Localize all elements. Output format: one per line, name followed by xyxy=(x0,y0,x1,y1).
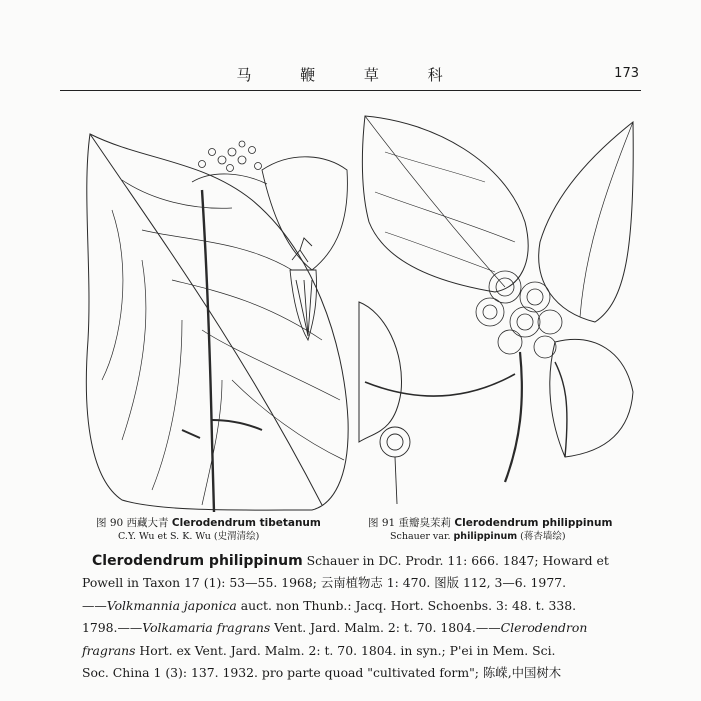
text-line-2: Powell in Taxon 17 (1): 53—55. 1968; 云南植物志 1: 470. 图版 112, 3—6. 1977. xyxy=(82,575,567,591)
text-line-5 xyxy=(82,640,642,662)
synonym-name: Clerodendron xyxy=(500,620,588,636)
stem xyxy=(202,190,214,512)
page-header xyxy=(60,60,641,90)
flower-detail xyxy=(380,427,410,504)
citation-text: Schauer in DC. Prodr. 11: 666. 1847; Howard et xyxy=(302,553,609,568)
synonym-name: fragrans xyxy=(82,642,136,658)
body-text xyxy=(82,550,642,684)
citation-text: 1798.—— xyxy=(82,620,143,636)
page-number: 173 xyxy=(614,66,639,81)
figure-sci-name: Clerodendrum philippinum xyxy=(454,517,613,529)
text-line-6: Soc. China 1 (3): 137. 1932. pro parte quoad "cultivated form"; 陈嵘,中国树木 xyxy=(82,665,562,681)
figure-credit: (史渭清绘) xyxy=(213,531,260,542)
figure-sci-name: Clerodendrum tibetanum xyxy=(171,517,321,529)
figure-cn-name: 重瓣臭茉莉 xyxy=(398,517,452,529)
figure-91-illustration xyxy=(355,112,635,512)
synonym-name: Volkmannia japonica xyxy=(106,597,237,613)
figure-label: 图 90 xyxy=(96,517,124,529)
figure-91-caption xyxy=(368,516,612,544)
branch xyxy=(505,352,522,482)
text-line-3 xyxy=(82,595,642,617)
inflorescence xyxy=(192,141,267,184)
double-flower-cluster xyxy=(476,271,562,358)
species-name: Clerodendrum philippinum xyxy=(92,553,303,569)
citation-text: auct. non Thunb.: Jacq. Hort. Schoenbs. 3: 48. t. 338. xyxy=(236,597,577,613)
leaf-lower-left xyxy=(359,302,402,442)
figure-authors: Schauer var. xyxy=(390,531,451,542)
figure-90-caption xyxy=(96,516,321,544)
chapter-title: 马 鞭 草 科 xyxy=(236,66,465,84)
leaf-top-left xyxy=(362,116,528,292)
dash: —— xyxy=(82,597,107,613)
figure-cn-name: 西藏大青 xyxy=(126,517,169,529)
text-line-1 xyxy=(82,550,642,572)
text-line-4 xyxy=(82,617,642,639)
figure-authors: C.Y. Wu et S. K. Wu xyxy=(118,531,211,542)
flower-detail xyxy=(290,238,317,340)
figure-sci-var: philippinum xyxy=(453,531,518,542)
leaf-right xyxy=(550,339,633,457)
leaf-top-right xyxy=(539,122,634,322)
figure-label: 图 91 xyxy=(368,517,396,529)
citation-text: Vent. Jard. Malm. 2: t. 70. 1804.—— xyxy=(270,620,501,636)
header-rule xyxy=(60,90,641,91)
citation-text: Hort. ex Vent. Jard. Malm. 2: t. 70. 1804. in syn.; P'ei in Mem. Sci. xyxy=(135,642,556,658)
figure-90-illustration xyxy=(82,120,350,512)
synonym-name: Volkamaria fragrans xyxy=(142,620,271,636)
figure-credit: (蒋杏墙绘) xyxy=(520,531,566,542)
